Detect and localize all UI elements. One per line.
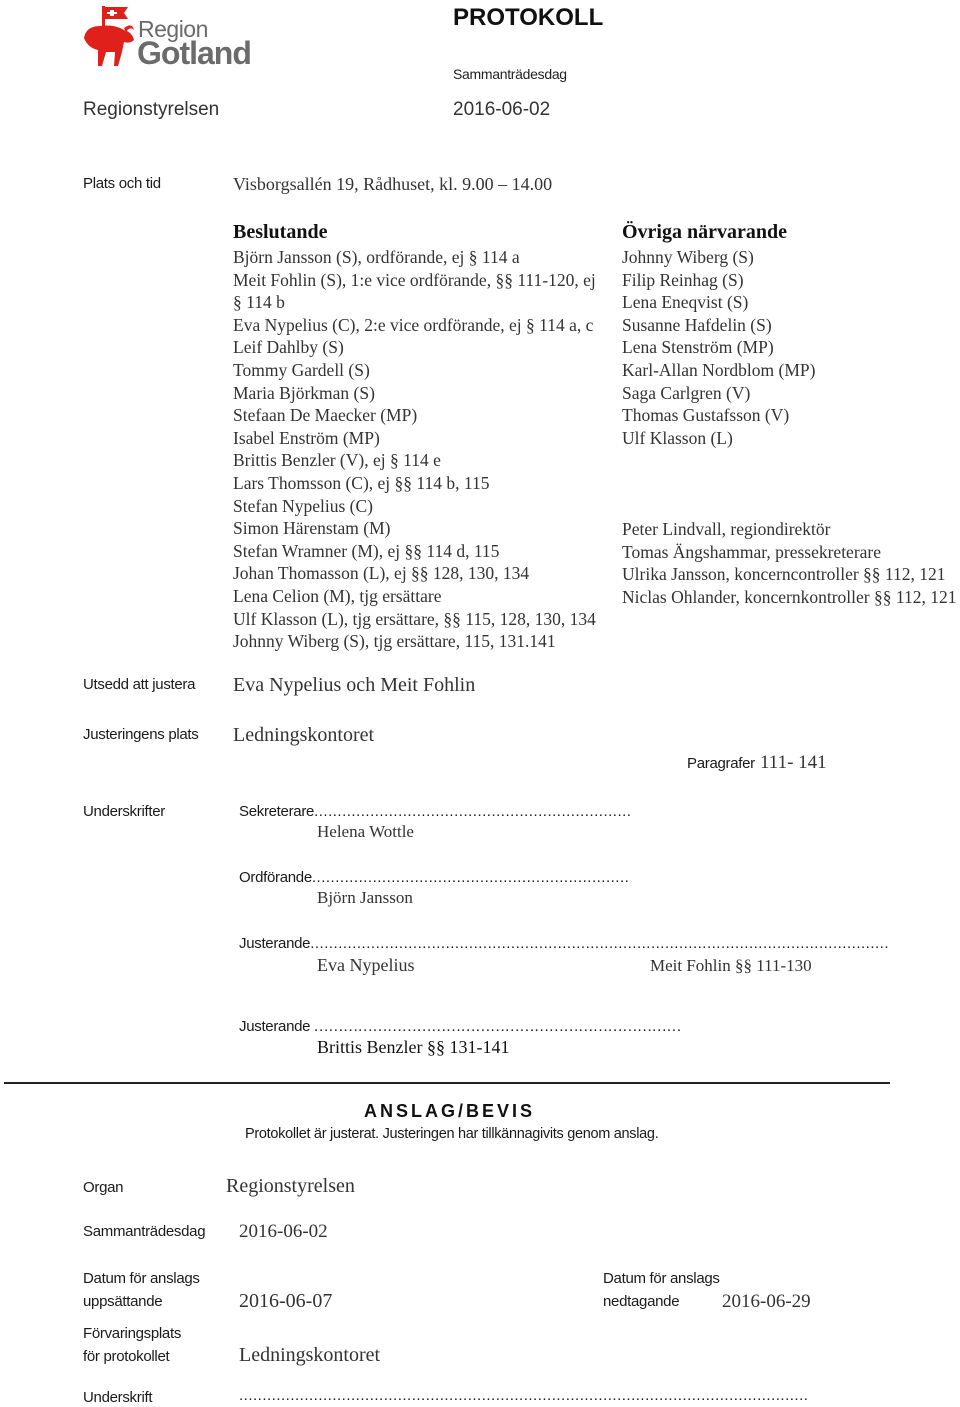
document-title: PROTOKOLL [453,4,604,31]
posted-label-line2: uppsättande [83,1293,163,1310]
deciding-member: Lena Celion (M), tjg ersättare [233,585,442,606]
adjuster3-label-text: Justerande [239,1018,311,1035]
deciding-member: Tommy Gardell (S) [233,359,370,380]
logo-text-gotland: Gotland [137,35,251,71]
deciding-heading: Beslutande [233,221,328,243]
meeting-date: 2016-06-02 [453,99,551,120]
chair-name: Björn Jansson [317,888,413,907]
deciding-member: Eva Nypelius (C), 2:e vice ordförande, ej § 114 a, c [233,314,594,335]
paragraphs-value: 111- 141 [760,752,827,773]
secretary-label [239,803,631,820]
storage-label-line2: för protokollet [83,1348,170,1365]
deciding-member: Brittis Benzler (V), ej § 114 e [233,450,441,471]
removed-label-line1: Datum för anslags [603,1270,720,1287]
removed-label-line2: nedtagande [603,1293,680,1310]
deciding-member: Ulf Klasson (L), tjg ersättare, §§ 115, 128, 130, 134 [233,608,596,629]
deciding-member: § 114 b [233,292,285,313]
signatures-label: Underskrifter [83,803,165,820]
place-value: Visborgsallén 19, Rådhuset, kl. 9.00 – 14.00 [233,174,553,194]
adjuster2-name: Meit Fohlin §§ 111-130 [650,956,812,975]
adjusters-value: Eva Nypelius och Meit Fohlin [233,674,476,696]
officials-list [622,518,956,608]
others-heading: Övriga närvarande [622,221,787,243]
posted-date: 2016-06-07 [239,1290,333,1312]
deciding-member: Meit Fohlin (S), 1:e vice ordförande, §§ 111-120, ej [233,269,596,290]
adjust-place-value: Ledningskontoret [233,724,375,746]
deciding-member: Lars Thomsson (C), ej §§ 114 b, 115 [233,472,490,493]
certificate-subtitle: Protokollet är justerat. Justeringen har tillkännagivits genom anslag. [245,1126,659,1142]
official-attendee: Tomas Ängshammar, pressekreterare [622,541,882,562]
official-attendee: Peter Lindvall, regiondirektör [622,519,831,539]
signature-line: .................................................................... [314,803,632,820]
cert-organ-label: Organ [83,1179,124,1196]
other-attendee: Ulf Klasson (L) [622,427,733,448]
cert-date-label: Sammanträdesdag [83,1223,206,1240]
meeting-date-label: Sammanträdesdag [453,66,567,82]
cert-date-value: 2016-06-02 [239,1221,328,1242]
chair-label [239,869,629,886]
deciding-member: Stefaan De Maecker (MP) [233,405,418,426]
removed-date: 2016-06-29 [722,1291,811,1312]
organ-name: Regionstyrelsen [83,99,220,120]
other-attendee: Susanne Hafdelin (S) [622,314,772,335]
adjuster3-name: Brittis Benzler §§ 131-141 [317,1037,510,1057]
adjust-place-label: Justeringens plats [83,726,199,743]
signature-line: .................................................................... [311,869,630,886]
official-attendee: Ulrika Jansson, koncerncontroller §§ 112, 121 [622,564,946,585]
cert-sign-label: Underskrift [83,1389,153,1406]
cert-organ-value: Regionstyrelsen [226,1175,355,1197]
storage-value: Ledningskontoret [239,1344,381,1366]
posted-label-line1: Datum för anslags [83,1270,200,1287]
deciding-member: Isabel Enström (MP) [233,427,380,448]
others-members-list [622,246,815,449]
other-attendee: Filip Reinhag (S) [622,269,744,290]
deciding-member: Simon Härenstam (M) [233,518,391,539]
other-attendee: Thomas Gustafsson (V) [622,405,790,426]
deciding-member: Leif Dahlby (S) [233,337,344,358]
other-attendee: Karl-Allan Nordblom (MP) [622,359,816,380]
other-attendee: Lena Eneqvist (S) [622,292,749,313]
region-logo [80,4,250,70]
deciding-member: Stefan Nypelius (C) [233,495,373,516]
cert-signature-line: .......................................................................................................................... [239,1387,809,1404]
deciding-member: Johnny Wiberg (S), tjg ersättare, 115, 131.141 [233,631,556,652]
certificate-title: ANSLAG/BEVIS [364,1101,536,1121]
ram-icon [80,4,138,70]
secretary-name: Helena Wottle [317,822,414,841]
signature-line: ………………………………………………………………… [310,1019,682,1035]
deciding-member: Johan Thomasson (L), ej §§ 128, 130, 134 [233,563,530,584]
deciding-member: Björn Jansson (S), ordförande, ej § 114 a [233,247,520,267]
adjuster-label [239,935,889,952]
storage-label-line1: Förvaringsplats [83,1325,182,1342]
deciding-member: Maria Björkman (S) [233,382,375,403]
adjuster-label-text: Justerande [239,935,311,952]
other-attendee: Saga Carlgren (V) [622,382,751,403]
signature-line: ............................................................................................................................ [310,935,889,952]
deciding-member: Stefan Wramner (M), ej §§ 114 d, 115 [233,540,500,561]
secretary-label-text: Sekreterare [239,803,315,820]
official-attendee: Niclas Ohlander, koncernkontroller §§ 112, 121 [622,586,957,607]
adjusters-label: Utsedd att justera [83,676,196,693]
other-attendee: Johnny Wiberg (S) [622,247,754,267]
chair-label-text: Ordförande [239,869,312,886]
adjuster1-name: Eva Nypelius [317,955,415,975]
deciding-members-list [233,246,596,653]
other-attendee: Lena Stenström (MP) [622,337,774,358]
logo-text-region: Region [138,16,208,42]
paragraphs-label: Paragrafer [687,755,755,772]
adjuster3-label [239,1018,681,1036]
place-label: Plats och tid [83,175,161,192]
section-divider [4,1082,890,1084]
